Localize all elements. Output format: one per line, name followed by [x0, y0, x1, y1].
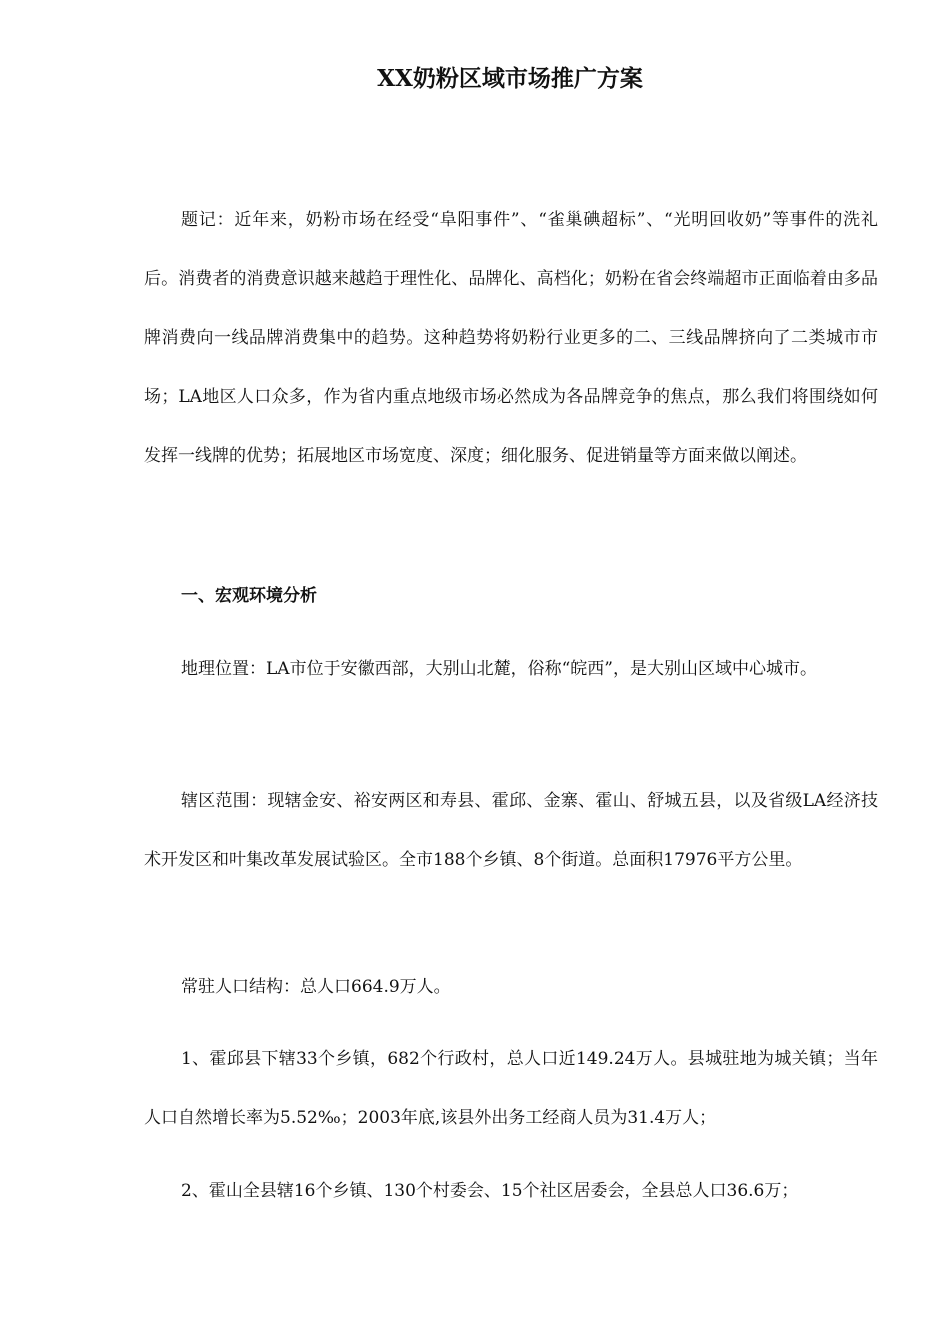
section-heading-macro-environment: 一、宏观环境分析: [181, 586, 317, 606]
huoqiu-paragraph: 1、霍邱县下辖33个乡镇，682个行政村，总人口近149.24万人。县城驻地为城关镇；当年人口自然增长率为5.52‰；2003年底,该县外出务工经商人员为31.4万人；: [144, 1049, 878, 1128]
intro-paragraph: 题记：近年来，奶粉市场在经受“阜阳事件”、“雀巢碘超标”、“光明回收奶”等事件的洗礼后。消费者的消费意识越来越趋于理性化、品牌化、高档化；奶粉在省会终端超市正面临着由多品牌消费向一线品牌消费集中的趋势。这种趋势将奶粉行业更多的二、三线品牌挤向了二类城市市场；LA地区人口众多，作为省内重点地级市场必然成为各品牌竞争的焦点，那么我们将围绕如何发挥一线牌的优势；拓展地区市场宽度、深度；细化服务、促进销量等方面来做以阐述。: [144, 210, 878, 466]
jurisdiction-paragraph: 辖区范围：现辖金安、裕安两区和寿县、霍邱、金寨、霍山、舒城五县，以及省级LA经济技术开发区和叶集改革发展试验区。全市188个乡镇、8个街道。总面积17976平方公里。: [144, 791, 878, 870]
geo-location-paragraph: 地理位置：LA市位于安徽西部，大别山北麓，俗称“皖西”，是大别山区域中心城市。: [181, 659, 817, 679]
document-title: XX奶粉区域市场推广方案: [377, 65, 643, 92]
huoshan-paragraph: 2、霍山全县辖16个乡镇、130个村委会、15个社区居委会，全县总人口36.6万；: [181, 1181, 799, 1201]
population-paragraph: 常驻人口结构：总人口664.9万人。: [181, 977, 451, 997]
